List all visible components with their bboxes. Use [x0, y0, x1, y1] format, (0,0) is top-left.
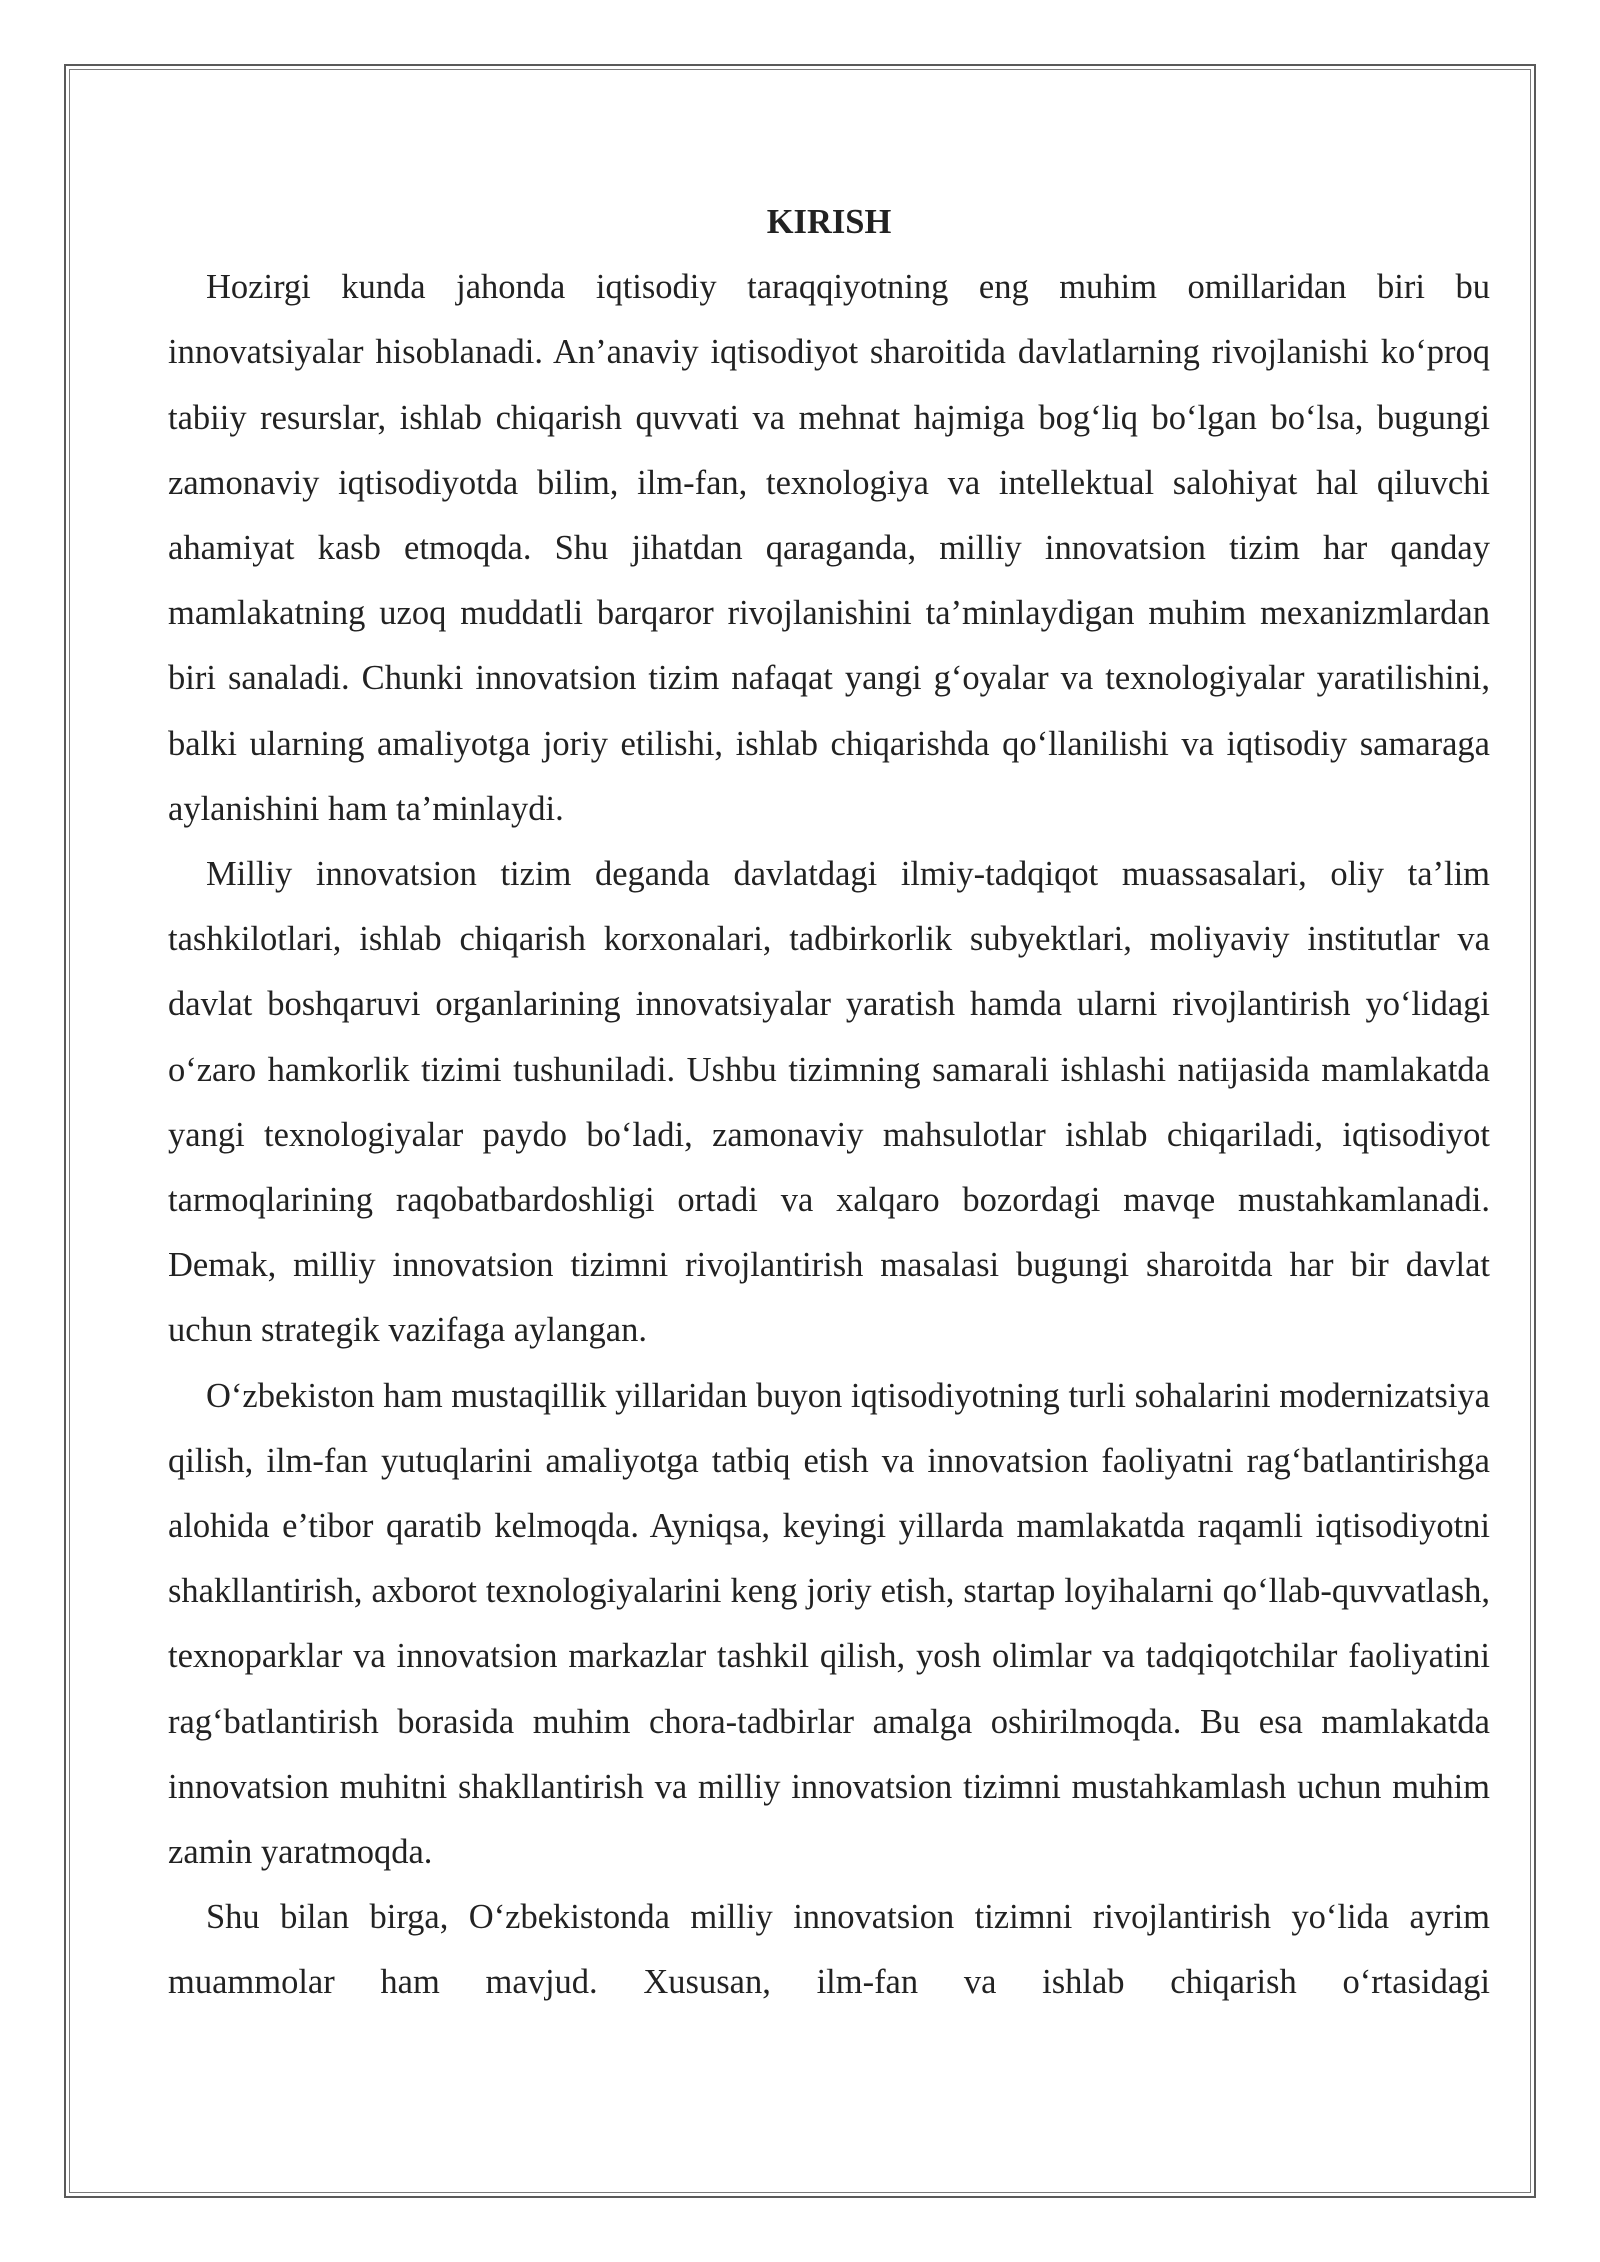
paragraph-2: Milliy innovatsion tizim deganda davlatdagi ilmiy-tadqiqot muassasalari, oliy ta’lim tashkilotlari, ishlab chiqarish korxonalari, tadbirkorlik subyektlari, moliyaviy institutlar va davlat boshqaruvi organlarining innovatsiyalar yaratish hamda ularni rivojlantirish yo‘lidagi o‘zaro hamkorlik tizimi tushuniladi. Ushbu tizimning samarali ishlashi natijasida mamlakatda yangi texnologiyalar paydo bo‘ladi, zamonaviy mahsulotlar ishlab chiqariladi, iqtisodiyot tarmoqlarining raqobatbardoshligi ortadi va xalqaro bozordagi mavqe mustahkamlanadi. Demak, milliy innovatsion tizimni rivojlantirish masalasi bugungi sharoitda har bir davlat uchun strategik vazifaga aylangan. [168, 855, 1490, 1350]
section-heading: KIRISH [766, 203, 892, 241]
document-body [168, 190, 1490, 2016]
paragraph-3: O‘zbekiston ham mustaqillik yillaridan buyon iqtisodiyotning turli sohalarini modernizatsiya qilish, ilm-fan yutuqlarini amaliyotga tatbiq etish va innovatsion faoliyatni rag‘batlantirishga alohida e’tibor qaratib kelmoqda. Ayniqsa, keyingi yillarda mamlakatda raqamli iqtisodiyotni shakllantirish, axborot texnologiyalarini keng joriy etish, startap loyihalarni qo‘llab-quvvatlash, texnoparklar va innovatsion markazlar tashkil qilish, yosh olimlar va tadqiqotchilar faoliyatini rag‘batlantirish borasida muhim chora-tadbirlar amalga oshirilmoqda. Bu esa mamlakatda innovatsion muhitni shakllantirish va milliy innovatsion tizimni mustahkamlash uchun muhim zamin yaratmoqda. [168, 1376, 1490, 1872]
paragraph-1: Hozirgi kunda jahonda iqtisodiy taraqqiyotning eng muhim omillaridan biri bu innovatsiyalar hisoblanadi. An’anaviy iqtisodiyot sharoitida davlatlarning rivojlanishi ko‘proq tabiiy resurslar, ishlab chiqarish quvvati va mehnat hajmiga bog‘liq bo‘lgan bo‘lsa, bugungi zamonaviy iqtisodiyotda bilim, ilm-fan, texnologiya va intellektual salohiyat hal qiluvchi ahamiyat kasb etmoqda. Shu jihatdan qaraganda, milliy innovatsion tizim har qanday mamlakatning uzoq muddatli barqaror rivojlanishini ta’minlaydigan muhim mexanizmlardan biri sanaladi. Chunki innovatsion tizim nafaqat yangi g‘oyalar va texnologiyalar yaratilishini, balki ularning amaliyotga joriy etilishi, ishlab chiqarishda qo‘llanilishi va iqtisodiy samaraga aylanishini ham ta’minlaydi. [168, 268, 1490, 828]
paragraph-4: Shu bilan birga, O‘zbekistonda milliy innovatsion tizimni rivojlantirish yo‘lida ayrim muammolar ham mavjud. Xususan, ilm-fan va ishlab chiqarish o‘rtasidagi [168, 1898, 1490, 2002]
